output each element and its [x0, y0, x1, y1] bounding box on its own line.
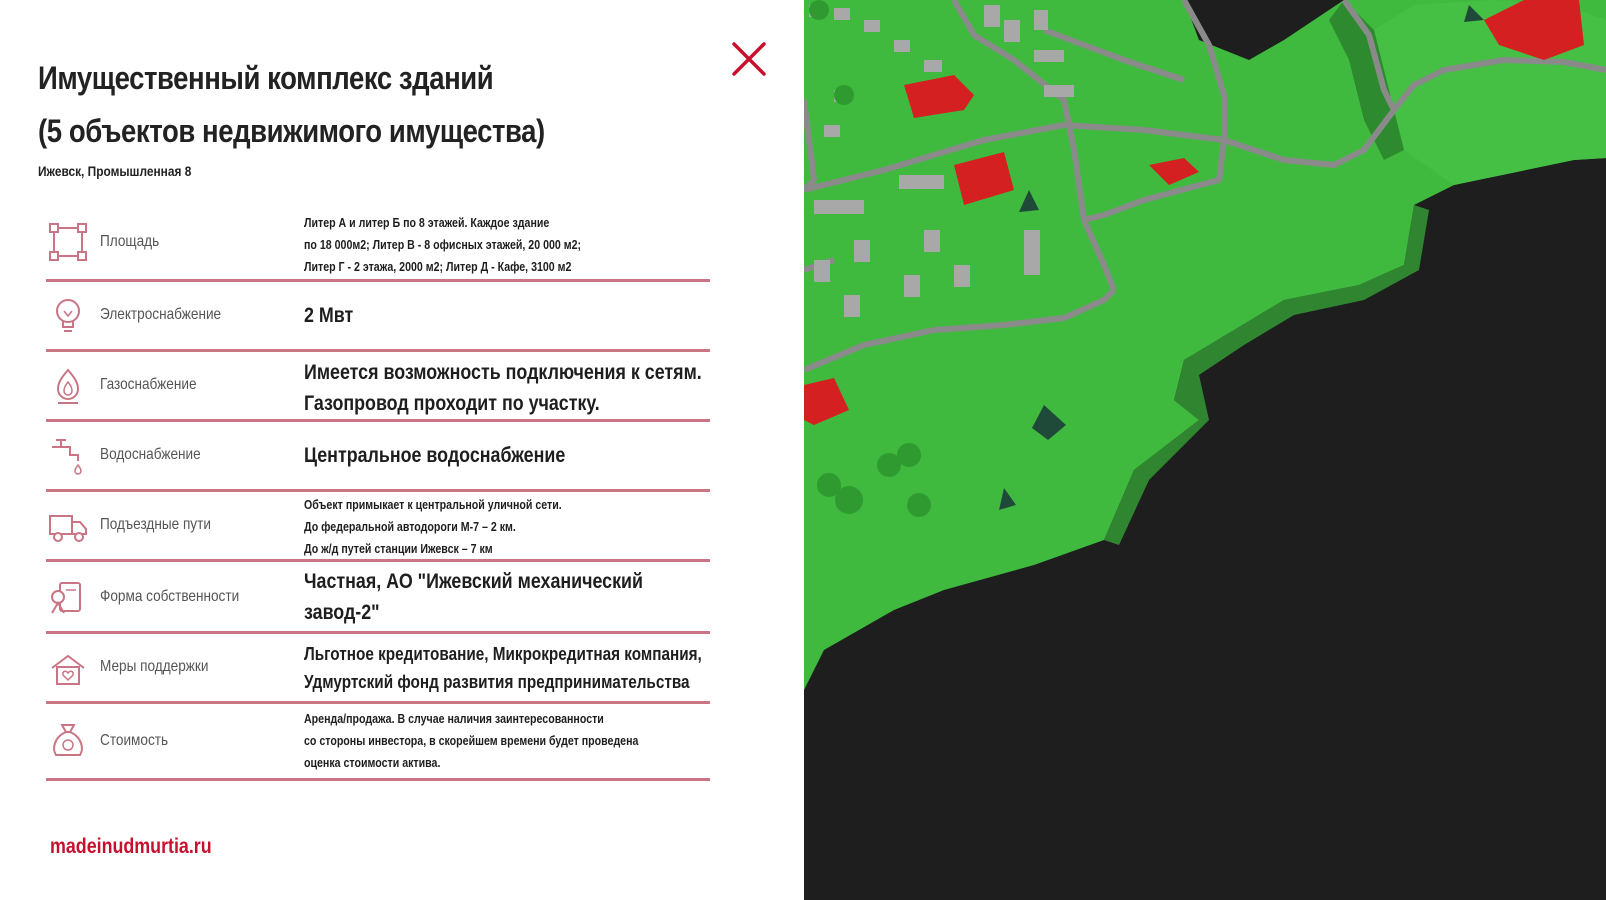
title-line-1: Имущественный комплекс зданий — [38, 60, 494, 96]
map-canvas[interactable] — [804, 0, 1606, 900]
row-access-roads — [46, 492, 710, 562]
row-cost — [46, 704, 710, 781]
row-value: Имеется возможность подключения к сетям. Газопровод проходит по участку. — [304, 361, 702, 415]
row-label: Форма собственности — [100, 588, 240, 605]
row-gas — [46, 352, 710, 422]
row-value: Литер А и литер Б по 8 этажей. Каждое здание по 18 000м2; Литер В - 8 офисных этажей, 20 000 м2; Литер Г - 2 этажа, 2000 м2; Литер Д - Кафе, 3100 м2 — [304, 216, 582, 274]
row-label: Газоснабжение — [100, 376, 197, 393]
address: Ижевск, Промышленная 8 — [38, 163, 192, 179]
row-label: Площадь — [100, 233, 160, 250]
title-line-2: (5 объектов недвижимого имущества) — [38, 113, 545, 149]
row-power — [46, 282, 710, 352]
row-value: Льготное кредитование, Микрокредитная компания, Удмуртский фонд развития предпринимательства — [304, 644, 702, 692]
money-bag-icon — [48, 721, 88, 761]
row-label: Водоснабжение — [100, 446, 201, 463]
row-value: Аренда/продажа. В случае наличия заинтересованности со стороны инвестора, в скорейшем времени будет проведена оценка стоимости актива. — [304, 712, 639, 770]
row-water — [46, 422, 710, 492]
support-icon — [48, 648, 88, 688]
ownership-icon — [48, 577, 88, 617]
site-map-3d[interactable] — [804, 0, 1606, 900]
row-label: Стоимость — [100, 732, 169, 749]
close-icon[interactable] — [728, 38, 770, 80]
row-area — [46, 207, 710, 282]
truck-icon — [48, 506, 88, 546]
website-link[interactable]: madeinudmurtia.ru — [50, 835, 212, 858]
property-details — [46, 207, 710, 781]
row-value: 2 Мвт — [304, 304, 354, 327]
row-label: Электроснабжение — [100, 306, 222, 323]
row-label: Меры поддержки — [100, 658, 209, 675]
area-icon — [48, 222, 88, 262]
row-ownership — [46, 562, 710, 634]
page-title — [38, 52, 554, 158]
row-support — [46, 634, 710, 704]
row-value: Центральное водоснабжение — [304, 444, 566, 467]
row-value: Частная, АО "Ижевский механический завод-2" — [304, 570, 643, 624]
gas-icon — [48, 366, 88, 406]
row-value: Объект примыкает к центральной уличной сети. До федеральной автодороги М-7 – 2 км. До ж/д путей станции Ижевск – 7 км — [304, 498, 562, 556]
row-label: Подъездные пути — [100, 516, 211, 533]
water-tap-icon — [48, 435, 88, 475]
lightbulb-icon — [48, 295, 88, 335]
